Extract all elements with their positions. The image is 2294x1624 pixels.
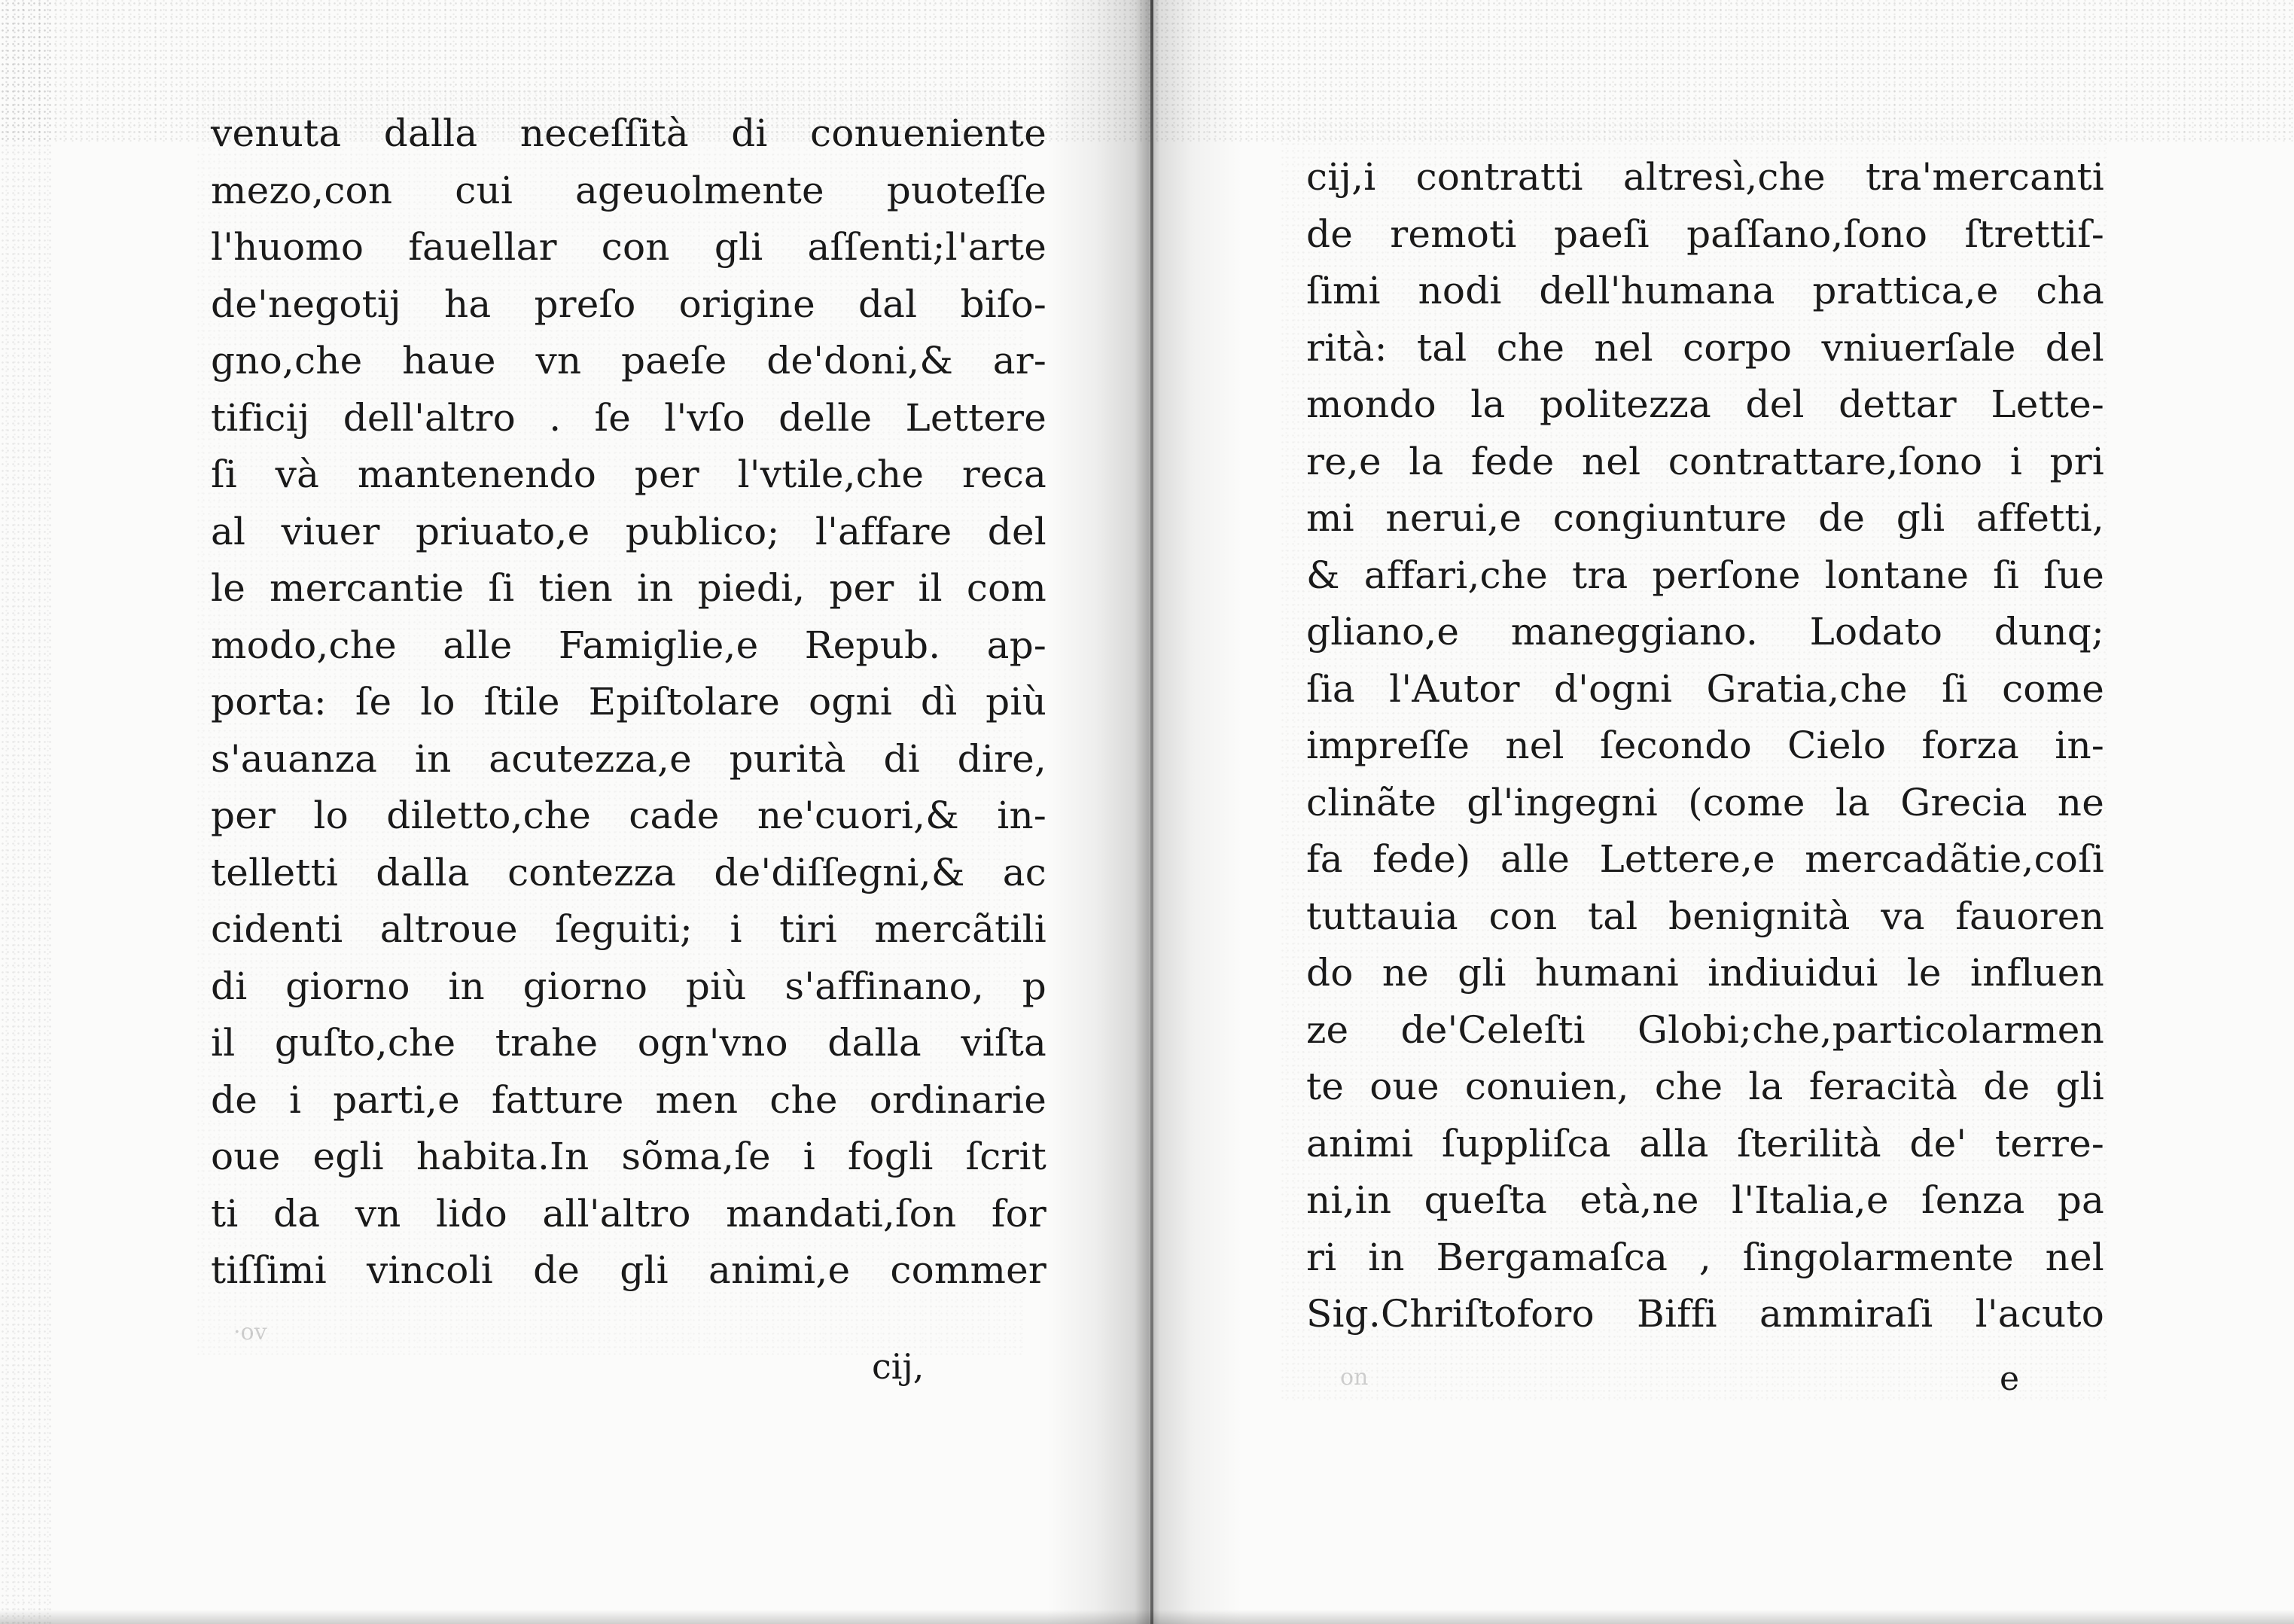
text-line: de i parti,e fatture men che ordinarie xyxy=(211,1077,1046,1122)
right-page xyxy=(1159,0,2294,1624)
text-line: clinãte gl'ingegni (come la Grecia ne xyxy=(1306,780,2104,824)
left-page-text xyxy=(211,105,1046,1300)
book-spine-line xyxy=(1150,0,1153,1624)
text-line: cij,i contratti altresì,che tra'mercanti xyxy=(1306,155,2104,199)
left-page xyxy=(0,0,1144,1624)
text-line: fa fede) alle Lettere,e mercadãtie,coſi xyxy=(1306,837,2104,881)
text-line: ni,in queſta età,ne l'Italia,e ſenza pa xyxy=(1306,1178,2104,1222)
text-line: porta: ſe lo ſtile Epiſtolare ogni dì più xyxy=(211,680,1046,724)
text-line: l'huomo fauellar con gli aſſenti;l'arte xyxy=(211,225,1046,269)
right-page-text xyxy=(1306,149,2104,1343)
text-line: ri in Bergamaſca , ſingolarmente nel xyxy=(1306,1235,2104,1279)
catchword: cij, xyxy=(872,1346,925,1387)
text-line: cidenti altroue ſeguiti; i tiri mercãtili xyxy=(211,907,1046,951)
text-line: mezo,con cui ageuolmente puoteſſe xyxy=(211,168,1046,212)
text-line: & affari,che tra perſone lontane ſi ſue xyxy=(1306,553,2104,597)
faint-bleed-through-left: ·ov xyxy=(233,1319,267,1345)
text-line: tificij dell'altro . ſe l'vſo delle Lettere xyxy=(211,395,1046,440)
text-line: s'auanza in acutezza,e purità di dire, xyxy=(211,736,1046,781)
text-line: al viuer priuato,e publico; l'affare del xyxy=(211,509,1046,553)
signature-mark: e xyxy=(2000,1360,2020,1398)
text-line: te oue conuien, che la feracità de gli xyxy=(1306,1065,2104,1108)
text-line: impreſſe nel ſecondo Cielo forza in- xyxy=(1306,724,2104,767)
text-line: oue egli habita.In sõma,ſe i fogli ſcrit xyxy=(211,1135,1046,1178)
text-line: de'negotij ha preſo origine dal biſo- xyxy=(211,282,1046,326)
text-line: do ne gli humani indiuidui le influen xyxy=(1306,951,2104,995)
text-line: modo,che alle Famiglie,e Repub. ap- xyxy=(211,623,1046,667)
text-line: le mercantie ſi tien in piedi, per il com xyxy=(211,566,1046,610)
text-line: ſia l'Autor d'ogni Gratia,che ſi come xyxy=(1306,666,2104,711)
text-line: tuttauia con tal benignità va fauoren xyxy=(1306,894,2104,938)
text-line: re,e la fede nel contrattare,ſono i pri xyxy=(1306,439,2104,483)
text-line: telletti dalla contezza de'diſſegni,& ac xyxy=(211,850,1046,894)
text-line: animi ſuppliſca alla ſterilità de' terre- xyxy=(1306,1121,2104,1165)
text-line: de remoti paeſi paſſano,ſono ſtrettiſ- xyxy=(1306,212,2104,256)
text-line: per lo diletto,che cade ne'cuori,& in- xyxy=(211,794,1046,837)
text-line: ti da vn lido all'altro mandati,ſon for xyxy=(211,1191,1046,1236)
text-line: mondo la politezza del dettar Lette- xyxy=(1306,382,2104,426)
text-line: ze de'Celeſti Globi;che,particolarmen xyxy=(1306,1007,2104,1052)
text-line: mi nerui,e congiunture de gli affetti, xyxy=(1306,496,2104,540)
text-line: gno,che haue vn paeſe de'doni,& ar- xyxy=(211,339,1046,382)
text-line: tiſſimi vincoli de gli animi,e commer xyxy=(211,1248,1046,1292)
text-line: ſimi nodi dell'humana prattica,e cha xyxy=(1306,269,2104,312)
text-line: il guſto,che trahe ogn'vno dalla viſta xyxy=(211,1021,1046,1065)
text-line: Sig.Chriſtoforo Biffi ammiraſi l'acuto xyxy=(1306,1292,2104,1336)
text-line: ſi và mantenendo per l'vtile,che reca xyxy=(211,452,1046,496)
text-line: di giorno in giorno più s'affinano, p xyxy=(211,964,1046,1008)
text-line: rità: tal che nel corpo vniuerſale del xyxy=(1306,325,2104,370)
text-line: venuta dalla neceſſità di conueniente xyxy=(211,111,1046,155)
text-line: gliano,e maneggiano. Lodato dunq; xyxy=(1306,610,2104,654)
faint-bleed-through-right: on xyxy=(1340,1364,1369,1391)
